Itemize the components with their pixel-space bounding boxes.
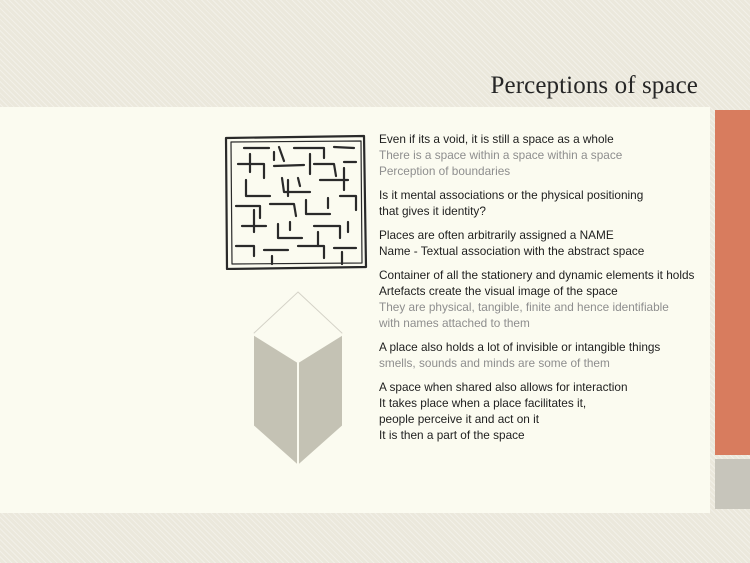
text-line: Perception of boundaries [379, 164, 511, 178]
text-line: Even if its a void, it is still a space as a whole [379, 132, 614, 146]
text-paragraph [379, 187, 709, 219]
text-line: Name - Textual association with the abstract space [379, 244, 645, 258]
text-paragraph [379, 379, 709, 443]
accent-bar-gray [715, 459, 750, 509]
text-line: Container of all the stationery and dynamic elements it holds [379, 268, 695, 282]
text-line: It is then a part of the space [379, 428, 525, 442]
text-paragraph [379, 339, 709, 371]
text-paragraph [379, 227, 709, 259]
text-line: They are physical, tangible, finite and hence identifiable [379, 300, 669, 314]
text-line: that gives it identity? [379, 204, 486, 218]
text-line: Is it mental associations or the physical positioning [379, 188, 644, 202]
text-line: Places are often arbitrarily assigned a NAME [379, 228, 614, 242]
text-line: Artefacts create the visual image of the space [379, 284, 618, 298]
text-line: A place also holds a lot of invisible or intangible things [379, 340, 661, 354]
body-text [379, 131, 709, 451]
text-line: There is a space within a space within a space [379, 148, 623, 162]
slide-title: Perceptions of space [490, 72, 698, 99]
maze-sketch-image [224, 134, 368, 270]
accent-bar-orange [715, 110, 750, 455]
isometric-block-image [250, 290, 346, 468]
text-line: It takes place when a place facilitates it, [379, 396, 587, 410]
text-line: A space when shared also allows for interaction [379, 380, 628, 394]
text-line: smells, sounds and minds are some of them [379, 356, 610, 370]
text-line: people perceive it and act on it [379, 412, 540, 426]
text-line: with names attached to them [379, 316, 530, 330]
text-paragraph [379, 267, 709, 331]
text-paragraph [379, 131, 709, 179]
